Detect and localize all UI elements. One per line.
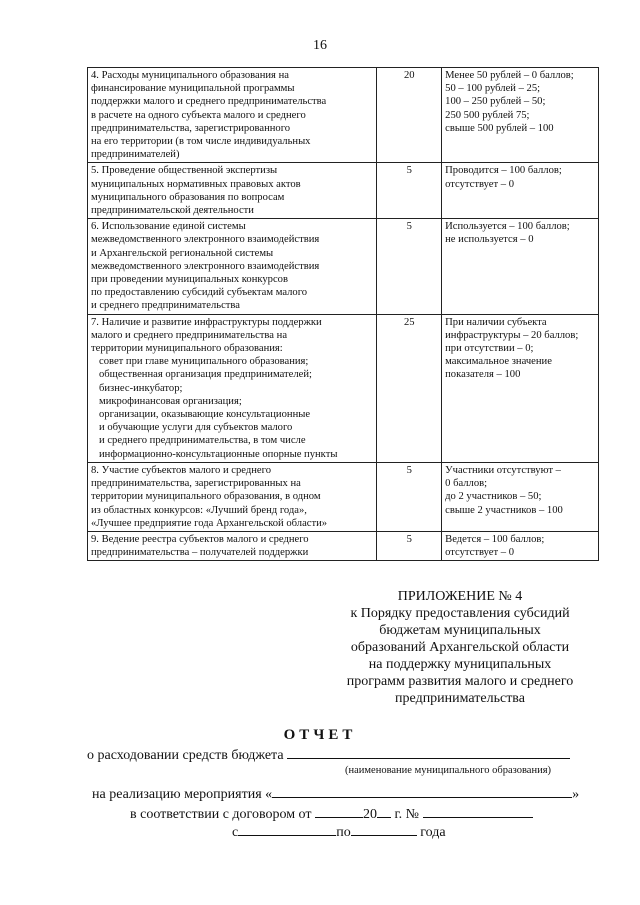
appendix-line: программ развития малого и среднего xyxy=(346,674,574,689)
criterion-line: межведомственного электронного взаимодействия xyxy=(91,260,320,272)
report-line-period-year: года xyxy=(420,825,446,840)
criterion-line: и Архангельской региональной системы xyxy=(91,247,274,259)
scoring-line: при отсутствии – 0; xyxy=(445,343,534,355)
criterion-item: бизнес-инкубатор; xyxy=(99,382,183,394)
criterion-line: финансирование муниципальной программы xyxy=(91,83,295,95)
criterion-line: 5. Проведение общественной экспертизы xyxy=(91,165,278,177)
appendix-line: образований Архангельской области xyxy=(350,640,570,655)
criterion-cell xyxy=(88,163,377,219)
weight-cell: 5 xyxy=(377,219,442,314)
criterion-line: межведомственного электронного взаимодействия xyxy=(91,234,320,246)
criterion-line: в расчете на одного субъекта малого и среднего xyxy=(91,109,306,121)
scoring-cell xyxy=(442,68,599,163)
report-line-event-prefix: на реализацию мероприятия « xyxy=(92,787,273,802)
appendix-header xyxy=(330,588,590,707)
criterion-item: и среднего предпринимательства, в том числе xyxy=(99,435,306,447)
criterion-item: совет при главе муниципального образования; xyxy=(99,356,309,368)
report-line-period-to: по xyxy=(336,825,351,840)
criterion-line: муниципальных нормативных правовых актов xyxy=(91,178,301,190)
criteria-row xyxy=(88,219,599,314)
budget-name-caption: (наименование муниципального образования) xyxy=(345,765,552,776)
scoring-cell xyxy=(442,314,599,462)
weight-cell: 5 xyxy=(377,163,442,219)
scoring-line: Участники отсутствуют – xyxy=(445,464,561,476)
criteria-row xyxy=(88,163,599,219)
scoring-line: свыше 500 рублей – 100 xyxy=(445,122,554,134)
criterion-line: малого и среднего предпринимательства на xyxy=(91,329,288,341)
report-line-contract-prefix: в соответствии с договором от xyxy=(130,807,312,822)
scoring-line: показателя – 100 xyxy=(445,369,521,381)
scoring-line: не используется – 0 xyxy=(445,234,534,246)
scoring-line: Менее 50 рублей – 0 баллов; xyxy=(445,70,574,81)
report-line-event-suffix: » xyxy=(572,787,580,802)
appendix-line: на поддержку муниципальных xyxy=(368,657,552,672)
criterion-line: «Лучшее предприятие года Архангельской области» xyxy=(91,517,328,529)
scoring-line: 50 – 100 рублей – 25; xyxy=(445,83,541,95)
report-line-event xyxy=(92,785,579,803)
criterion-line: поддержки малого и среднего предпринимательства xyxy=(91,96,327,108)
scoring-cell xyxy=(442,531,599,560)
criterion-line: предпринимательства, зарегистрированных на xyxy=(91,478,301,490)
scoring-line: отсутствует – 0 xyxy=(445,547,515,559)
criterion-cell xyxy=(88,219,377,314)
criteria-row xyxy=(88,68,599,163)
appendix-line: предпринимательства xyxy=(395,691,525,706)
criterion-line: предпринимательства, зарегистрированного xyxy=(91,122,291,134)
scoring-line: до 2 участников – 50; xyxy=(445,491,542,503)
criterion-line: и среднего предпринимательства xyxy=(91,300,240,312)
report-title: ОТЧЕТ xyxy=(283,727,357,743)
criterion-item: микрофинансовая организация; xyxy=(99,395,242,407)
weight-cell: 5 xyxy=(377,531,442,560)
criterion-line: 4. Расходы муниципального образования на xyxy=(91,70,289,81)
criterion-line: при проведении муниципальных конкурсов xyxy=(91,274,288,286)
scoring-line: максимальное значение xyxy=(445,356,552,368)
criterion-item: информационно-консультационные опорные пункты xyxy=(99,448,338,460)
scoring-line: Проводится – 100 баллов; xyxy=(445,165,562,177)
criterion-cell xyxy=(88,68,377,163)
contract-year-blank xyxy=(377,805,391,818)
criterion-item: организации, оказывающие консультационные xyxy=(99,409,311,421)
scoring-line: При наличии субъекта xyxy=(445,316,547,328)
report-line-period xyxy=(232,823,446,841)
criterion-item: и обучающие услуги для субъектов малого xyxy=(99,422,293,434)
report-line-contract xyxy=(130,805,533,823)
criterion-cell xyxy=(88,531,377,560)
appendix-line: к Порядку предоставления субсидий xyxy=(350,606,570,621)
criterion-line: предпринимательства – получателей поддержки xyxy=(91,547,309,559)
scoring-line: 100 – 250 рублей – 50; xyxy=(445,96,546,108)
criterion-line: 8. Участие субъектов малого и среднего xyxy=(91,464,271,476)
criterion-line: 9. Ведение реестра субъектов малого и среднего xyxy=(91,533,309,545)
report-line-budget-text: о расходовании средств бюджета xyxy=(87,748,284,763)
criteria-table xyxy=(87,67,599,561)
criterion-line: территории муниципального образования, в одном xyxy=(91,491,321,503)
weight-cell: 20 xyxy=(377,68,442,163)
criterion-line: предпринимателей) xyxy=(91,149,180,161)
scoring-line: свыше 2 участников – 100 xyxy=(445,504,563,516)
appendix-line: бюджетам муниципальных xyxy=(379,623,541,638)
scoring-line: Ведется – 100 баллов; xyxy=(445,533,545,545)
criterion-line: из областных конкурсов: «Лучший бренд года», xyxy=(91,504,307,516)
scoring-cell xyxy=(442,219,599,314)
report-line-period-from: с xyxy=(232,825,239,840)
report-line-contract-year: 20 xyxy=(363,807,377,822)
event-name-blank xyxy=(272,785,572,798)
weight-cell: 5 xyxy=(377,462,442,531)
criterion-line: территории муниципального образования: xyxy=(91,343,283,355)
criterion-item: общественная организация предпринимателей; xyxy=(99,369,312,381)
criterion-line: муниципального образования по вопросам xyxy=(91,191,285,203)
scoring-line: отсутствует – 0 xyxy=(445,178,515,190)
report-line-contract-number-label: г. № xyxy=(394,807,420,822)
contract-number-blank xyxy=(423,805,533,818)
criteria-row xyxy=(88,314,599,462)
criterion-line: предпринимательской деятельности xyxy=(91,205,254,217)
criterion-line: на его территории (в том числе индивидуальных xyxy=(91,136,311,148)
criterion-line: 7. Наличие и развитие инфраструктуры поддержки xyxy=(91,316,322,328)
criterion-line: по предоставлению субсидий субъектам малого xyxy=(91,287,308,299)
period-to-blank xyxy=(351,823,417,836)
criteria-row xyxy=(88,531,599,560)
scoring-line: инфраструктуры – 20 баллов; xyxy=(445,329,579,341)
scoring-line: 0 баллов; xyxy=(445,478,488,490)
budget-name-blank xyxy=(287,746,570,759)
criteria-row xyxy=(88,462,599,531)
criterion-line: 6. Использование единой системы xyxy=(91,221,246,233)
scoring-cell xyxy=(442,163,599,219)
scoring-line: Используется – 100 баллов; xyxy=(445,221,570,233)
period-from-blank xyxy=(238,823,336,836)
page-number: 16 xyxy=(313,38,327,53)
scoring-cell xyxy=(442,462,599,531)
appendix-line: ПРИЛОЖЕНИЕ № 4 xyxy=(397,589,523,604)
criterion-cell xyxy=(88,314,377,462)
contract-date-blank xyxy=(315,805,363,818)
scoring-line: 250 500 рублей 75; xyxy=(445,109,530,121)
report-line-budget xyxy=(87,746,570,764)
criterion-cell xyxy=(88,462,377,531)
weight-cell: 25 xyxy=(377,314,442,462)
